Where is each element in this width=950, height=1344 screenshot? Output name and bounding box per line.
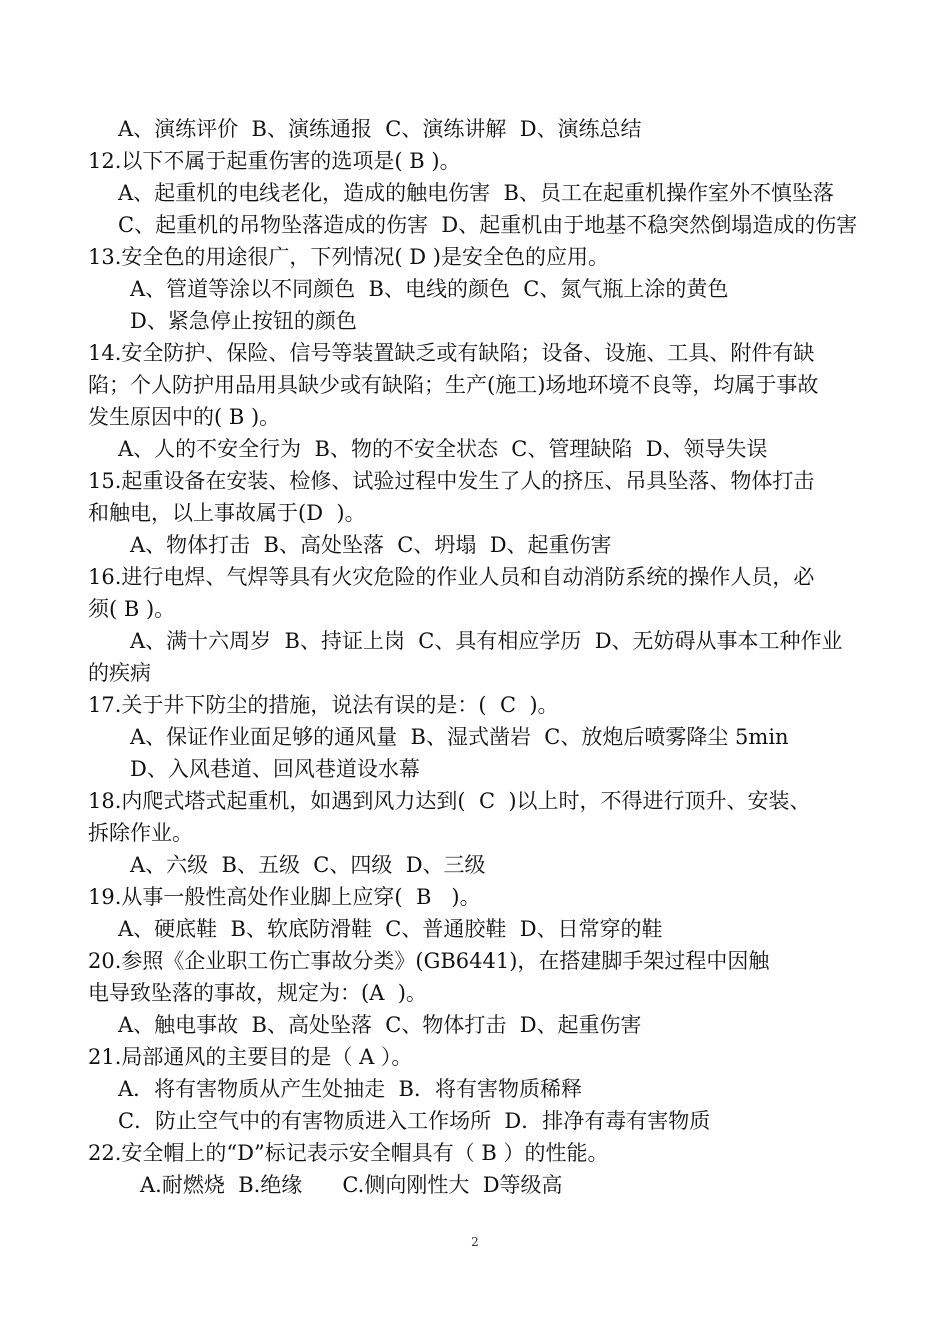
question-15-cont: 和触电，以上事故属于(D )。	[88, 501, 366, 525]
option-line: A、硬底鞋 B、软底防滑鞋 C、普通胶鞋 D、日常穿的鞋	[118, 917, 663, 941]
option-line: A、演练评价 B、演练通报 C、演练讲解 D、演练总结	[118, 117, 642, 141]
question-16: 16.进行电焊、气焊等具有火灾危险的作业人员和自动消防系统的操作人员，必	[88, 565, 815, 589]
question-12: 12.以下不属于起重伤害的选项是( B )。	[88, 149, 461, 173]
option-line: D、入风巷道、回风巷道设水幕	[130, 757, 420, 781]
question-14: 14.安全防护、保险、信号等装置缺乏或有缺陷；设备、设施、工具、附件有缺	[88, 341, 815, 365]
option-line: A.耐燃烧 B.绝缘 C.侧向刚性大 D等级高	[140, 1173, 563, 1197]
question-20-cont: 电导致坠落的事故，规定为：(A )。	[88, 981, 427, 1005]
option-line: A．将有害物质从产生处抽走 B．将有害物质稀释	[118, 1077, 582, 1101]
option-line: A、起重机的电线老化，造成的触电伤害 B、员工在起重机操作室外不慎坠落	[118, 181, 834, 205]
question-18: 18.内爬式塔式起重机，如遇到风力达到( C )以上时，不得进行顶升、安装、	[88, 789, 811, 813]
question-15: 15.起重设备在安装、检修、试验过程中发生了人的挤压、吊具坠落、物体打击	[88, 469, 815, 493]
question-14-cont: 发生原因中的( B )。	[88, 405, 281, 429]
option-line: A、触电事故 B、高处坠落 C、物体打击 D、起重伤害	[118, 1013, 642, 1037]
question-19: 19.从事一般性高处作业脚上应穿( B )。	[88, 885, 481, 909]
question-21: 21.局部通风的主要目的是（ A ）。	[88, 1045, 413, 1069]
question-16-cont: 须( B )。	[88, 597, 176, 621]
question-22: 22.安全帽上的“D”标记表示安全帽具有（ B ）的性能。	[88, 1141, 609, 1165]
page-number: 2	[471, 1235, 479, 1249]
option-line: A、物体打击 B、高处坠落 C、坍塌 D、起重伤害	[130, 533, 612, 557]
question-20: 20.参照《企业职工伤亡事故分类》(GB6441)，在搭建脚手架过程中因触	[88, 949, 770, 973]
option-line: D、紧急停止按钮的颜色	[130, 309, 357, 333]
option-line: C、起重机的吊物坠落造成的伤害 D、起重机由于地基不稳突然倒塌造成的伤害	[118, 213, 858, 237]
question-13: 13.安全色的用途很广，下列情况( D )是安全色的应用。	[88, 245, 609, 269]
option-line: C．防止空气中的有害物质进入工作场所 D．排净有毒有害物质	[118, 1109, 711, 1133]
option-line: A、六级 B、五级 C、四级 D、三级	[130, 853, 486, 877]
question-18-cont: 拆除作业。	[88, 821, 193, 845]
option-line: A、保证作业面足够的通风量 B、湿式凿岩 C、放炮后喷雾降尘 5min	[130, 725, 789, 749]
question-text-block	[88, 113, 918, 1201]
option-line: A、人的不安全行为 B、物的不安全状态 C、管理缺陷 D、领导失误	[118, 437, 768, 461]
option-line-cont: 的疾病	[88, 661, 151, 685]
option-line: A、管道等涂以不同颜色 B、电线的颜色 C、氮气瓶上涂的黄色	[130, 277, 729, 301]
option-line: A、满十六周岁 B、持证上岗 C、具有相应学历 D、无妨碍从事本工种作业	[130, 629, 843, 653]
question-14-cont: 陷；个人防护用品用具缺少或有缺陷；生产(施工)场地环境不良等，均属于事故	[88, 373, 819, 397]
question-17: 17.关于井下防尘的措施，说法有误的是：( C )。	[88, 693, 559, 717]
